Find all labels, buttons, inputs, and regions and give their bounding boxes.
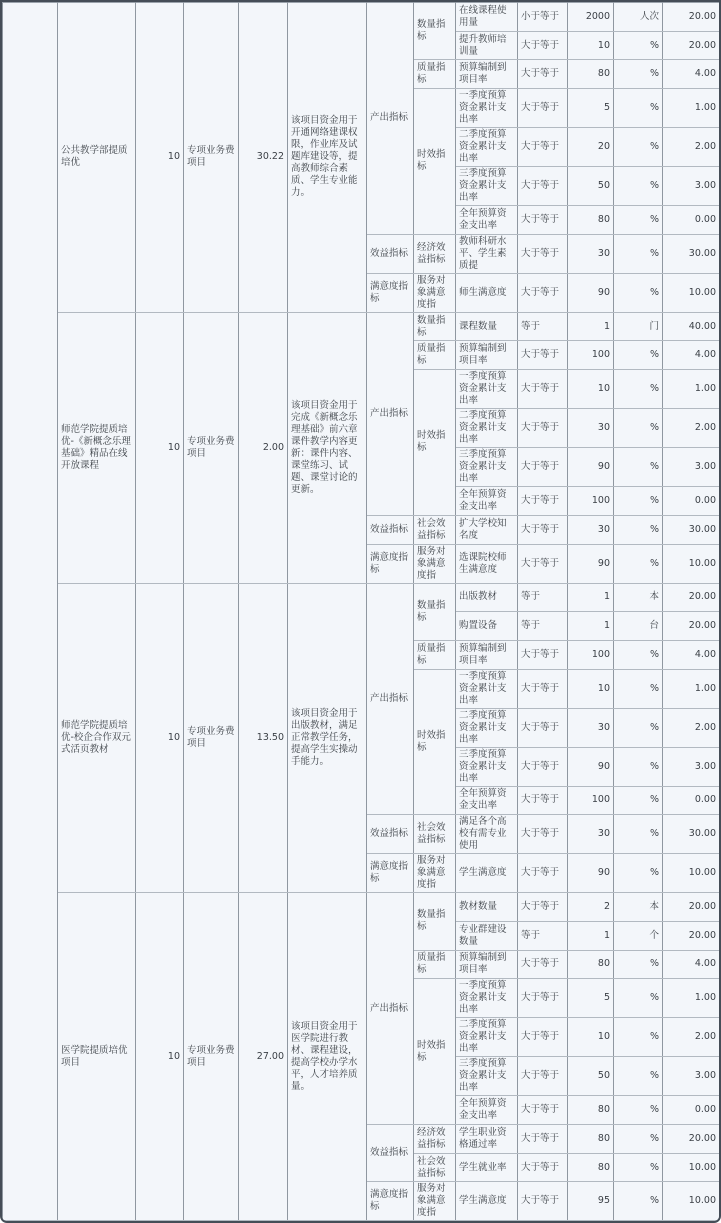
target-value-cell: 90	[568, 544, 614, 583]
indicator-category-cell: 满意度指标	[367, 854, 414, 893]
target-value-cell: 2000	[568, 3, 614, 32]
indicator-name-cell: 全年预算资金支出率	[456, 786, 518, 815]
indicator-name-cell: 课程数量	[456, 312, 518, 341]
comparator-cell: 大于等于	[518, 1125, 568, 1154]
funding-type-cell: 专项业务费项目	[184, 583, 239, 893]
indicator-name-cell: 三季度预算资金累计支出率	[456, 747, 518, 786]
indicator-subcategory-cell: 质量指标	[414, 640, 456, 669]
indicator-subcategory-cell: 经济效益指标	[414, 234, 456, 273]
unit-cell: %	[614, 1018, 663, 1057]
unit-cell: %	[614, 515, 663, 544]
indicator-subcategory-cell: 数量指标	[414, 3, 456, 60]
weight-score-cell: 4.00	[663, 341, 720, 370]
target-value-cell: 80	[568, 1125, 614, 1154]
indicator-name-cell: 购置设备	[456, 612, 518, 641]
indicator-name-cell: 全年预算资金支出率	[456, 206, 518, 235]
target-value-cell: 50	[568, 1057, 614, 1096]
weight-score-cell: 2.00	[663, 1018, 720, 1057]
target-value-cell: 100	[568, 487, 614, 516]
comparator-cell: 大于等于	[518, 206, 568, 235]
indicator-category-cell: 产出指标	[367, 312, 414, 515]
target-value-cell: 90	[568, 448, 614, 487]
weight-score-cell: 3.00	[663, 1057, 720, 1096]
indicator-subcategory-cell: 服务对象满意度指	[414, 273, 456, 312]
weight-score-cell: 30.00	[663, 515, 720, 544]
indicator-name-cell: 学生满意度	[456, 854, 518, 893]
weight-score-cell: 4.00	[663, 950, 720, 979]
unit-cell: %	[614, 1153, 663, 1182]
target-value-cell: 1	[568, 312, 614, 341]
indicator-subcategory-cell: 质量指标	[414, 341, 456, 370]
indicator-subcategory-cell: 时效指标	[414, 89, 456, 235]
comparator-cell: 大于等于	[518, 167, 568, 206]
target-value-cell: 30	[568, 515, 614, 544]
weight-score-cell: 3.00	[663, 747, 720, 786]
unit-cell: %	[614, 669, 663, 708]
project-description-cell: 该项目资金用于完成《新概念乐理基础》前六章课件教学内容更新：课件内容、课堂练习、试题、课堂讨论的更新。	[288, 312, 367, 583]
indicator-category-cell: 效益指标	[367, 515, 414, 544]
project-count-cell: 10	[136, 3, 184, 313]
indicator-name-cell: 三季度预算资金累计支出率	[456, 448, 518, 487]
unit-cell: 门	[614, 312, 663, 341]
indicator-subcategory-cell: 数量指标	[414, 583, 456, 640]
indicator-subcategory-cell: 社会效益指标	[414, 515, 456, 544]
project-amount-cell: 30.22	[239, 3, 288, 313]
unit-cell: %	[614, 273, 663, 312]
indicator-subcategory-cell: 服务对象满意度指	[414, 854, 456, 893]
indicator-name-cell: 全年预算资金支出率	[456, 1096, 518, 1125]
unit-cell: %	[614, 1182, 663, 1221]
weight-score-cell: 20.00	[663, 3, 720, 32]
unit-cell: 台	[614, 612, 663, 641]
comparator-cell: 大于等于	[518, 950, 568, 979]
indicator-row	[3, 583, 720, 612]
left-spacer-cell	[3, 3, 58, 1221]
weight-score-cell: 4.00	[663, 60, 720, 89]
comparator-cell: 大于等于	[518, 708, 568, 747]
comparator-cell: 大于等于	[518, 409, 568, 448]
target-value-cell: 10	[568, 370, 614, 409]
weight-score-cell: 10.00	[663, 1182, 720, 1221]
indicator-name-cell: 师生满意度	[456, 273, 518, 312]
indicator-subcategory-cell: 经济效益指标	[414, 1125, 456, 1154]
comparator-cell: 大于等于	[518, 747, 568, 786]
indicator-subcategory-cell: 时效指标	[414, 979, 456, 1125]
target-value-cell: 50	[568, 167, 614, 206]
target-value-cell: 5	[568, 979, 614, 1018]
weight-score-cell: 1.00	[663, 979, 720, 1018]
indicator-name-cell: 一季度预算资金累计支出率	[456, 669, 518, 708]
comparator-cell: 大于等于	[518, 1057, 568, 1096]
unit-cell: %	[614, 1096, 663, 1125]
funding-type-cell: 专项业务费项目	[184, 893, 239, 1221]
target-value-cell: 1	[568, 921, 614, 950]
unit-cell: %	[614, 409, 663, 448]
weight-score-cell: 0.00	[663, 786, 720, 815]
unit-cell: %	[614, 89, 663, 128]
comparator-cell: 大于等于	[518, 854, 568, 893]
comparator-cell: 等于	[518, 583, 568, 612]
unit-cell: %	[614, 815, 663, 854]
project-description-cell: 该项目资金用于开通网络建课权限，作业库及试题库建设等，提高教师综合素质、学生专业能力。	[288, 3, 367, 313]
indicator-category-cell: 产出指标	[367, 893, 414, 1125]
project-description-cell: 该项目资金用于医学院进行教材、课程建设，提高学校办学水平，人才培养质量。	[288, 893, 367, 1221]
weight-score-cell: 30.00	[663, 234, 720, 273]
weight-score-cell: 20.00	[663, 921, 720, 950]
unit-cell: %	[614, 31, 663, 60]
target-value-cell: 90	[568, 854, 614, 893]
weight-score-cell: 3.00	[663, 167, 720, 206]
unit-cell: %	[614, 950, 663, 979]
comparator-cell: 大于等于	[518, 544, 568, 583]
indicator-category-cell: 效益指标	[367, 1125, 414, 1182]
unit-cell: %	[614, 747, 663, 786]
unit-cell: %	[614, 1057, 663, 1096]
comparator-cell: 小于等于	[518, 3, 568, 32]
indicator-category-cell: 满意度指标	[367, 273, 414, 312]
indicator-name-cell: 三季度预算资金累计支出率	[456, 1057, 518, 1096]
target-value-cell: 80	[568, 206, 614, 235]
target-value-cell: 30	[568, 409, 614, 448]
indicator-name-cell: 学生满意度	[456, 1182, 518, 1221]
unit-cell: %	[614, 544, 663, 583]
unit-cell: %	[614, 341, 663, 370]
weight-score-cell: 30.00	[663, 815, 720, 854]
indicator-name-cell: 学生职业资格通过率	[456, 1125, 518, 1154]
unit-cell: 人次	[614, 3, 663, 32]
project-description-cell: 该项目资金用于出版教材，满足正常教学任务，提高学生实操动手能力。	[288, 583, 367, 893]
comparator-cell: 大于等于	[518, 815, 568, 854]
weight-score-cell: 20.00	[663, 31, 720, 60]
comparator-cell: 大于等于	[518, 1153, 568, 1182]
indicator-category-cell: 产出指标	[367, 3, 414, 235]
target-value-cell: 10	[568, 1018, 614, 1057]
target-value-cell: 1	[568, 612, 614, 641]
target-value-cell: 95	[568, 1182, 614, 1221]
comparator-cell: 大于等于	[518, 31, 568, 60]
target-value-cell: 80	[568, 1096, 614, 1125]
indicator-name-cell: 二季度预算资金累计支出率	[456, 708, 518, 747]
indicator-category-cell: 效益指标	[367, 234, 414, 273]
target-value-cell: 10	[568, 669, 614, 708]
weight-score-cell: 10.00	[663, 1153, 720, 1182]
indicator-category-cell: 满意度指标	[367, 544, 414, 583]
unit-cell: %	[614, 448, 663, 487]
indicator-subcategory-cell: 社会效益指标	[414, 1153, 456, 1182]
weight-score-cell: 0.00	[663, 206, 720, 235]
indicator-name-cell: 教师科研水平、学生素质提	[456, 234, 518, 273]
unit-cell: %	[614, 786, 663, 815]
target-value-cell: 90	[568, 273, 614, 312]
weight-score-cell: 10.00	[663, 544, 720, 583]
target-value-cell: 1	[568, 583, 614, 612]
target-value-cell: 20	[568, 128, 614, 167]
unit-cell: %	[614, 487, 663, 516]
comparator-cell: 大于等于	[518, 60, 568, 89]
unit-cell: %	[614, 1125, 663, 1154]
comparator-cell: 大于等于	[518, 273, 568, 312]
weight-score-cell: 20.00	[663, 583, 720, 612]
comparator-cell: 等于	[518, 612, 568, 641]
target-value-cell: 30	[568, 234, 614, 273]
weight-score-cell: 20.00	[663, 893, 720, 922]
comparator-cell: 大于等于	[518, 786, 568, 815]
budget-table-body	[3, 3, 720, 1221]
comparator-cell: 大于等于	[518, 669, 568, 708]
weight-score-cell: 4.00	[663, 640, 720, 669]
weight-score-cell: 10.00	[663, 273, 720, 312]
comparator-cell: 大于等于	[518, 515, 568, 544]
target-value-cell: 80	[568, 60, 614, 89]
comparator-cell: 大于等于	[518, 1182, 568, 1221]
unit-cell: %	[614, 60, 663, 89]
project-name-cell: 师范学院提质培优-《新概念乐理基础》精品在线开放课程	[58, 312, 136, 583]
indicator-name-cell: 预算编制到项目率	[456, 640, 518, 669]
project-name-cell: 师范学院提质培优-校企合作双元式活页教材	[58, 583, 136, 893]
funding-type-cell: 专项业务费项目	[184, 312, 239, 583]
unit-cell: %	[614, 979, 663, 1018]
project-count-cell: 10	[136, 312, 184, 583]
project-count-cell: 10	[136, 893, 184, 1221]
weight-score-cell: 1.00	[663, 89, 720, 128]
weight-score-cell: 1.00	[663, 669, 720, 708]
performance-indicator-table	[2, 2, 720, 1221]
indicator-name-cell: 选课院校师生满意度	[456, 544, 518, 583]
indicator-name-cell: 三季度预算资金累计支出率	[456, 167, 518, 206]
target-value-cell: 100	[568, 786, 614, 815]
project-amount-cell: 27.00	[239, 893, 288, 1221]
weight-score-cell: 20.00	[663, 612, 720, 641]
indicator-row	[3, 312, 720, 341]
comparator-cell: 大于等于	[518, 893, 568, 922]
unit-cell: %	[614, 640, 663, 669]
comparator-cell: 大于等于	[518, 1018, 568, 1057]
unit-cell: %	[614, 370, 663, 409]
unit-cell: %	[614, 234, 663, 273]
comparator-cell: 大于等于	[518, 640, 568, 669]
target-value-cell: 80	[568, 950, 614, 979]
comparator-cell: 等于	[518, 312, 568, 341]
project-name-cell: 公共教学部提质培优	[58, 3, 136, 313]
weight-score-cell: 2.00	[663, 128, 720, 167]
indicator-name-cell: 出版教材	[456, 583, 518, 612]
unit-cell: %	[614, 206, 663, 235]
project-name-cell: 医学院提质培优项目	[58, 893, 136, 1221]
project-count-cell: 10	[136, 583, 184, 893]
indicator-name-cell: 扩大学校知名度	[456, 515, 518, 544]
indicator-row	[3, 3, 720, 32]
target-value-cell: 100	[568, 640, 614, 669]
indicator-name-cell: 预算编制到项目率	[456, 950, 518, 979]
target-value-cell: 100	[568, 341, 614, 370]
indicator-subcategory-cell: 时效指标	[414, 669, 456, 815]
weight-score-cell: 20.00	[663, 1125, 720, 1154]
comparator-cell: 大于等于	[518, 448, 568, 487]
indicator-name-cell: 提升教师培训量	[456, 31, 518, 60]
comparator-cell: 大于等于	[518, 979, 568, 1018]
target-value-cell: 5	[568, 89, 614, 128]
comparator-cell: 大于等于	[518, 234, 568, 273]
unit-cell: 本	[614, 893, 663, 922]
weight-score-cell: 0.00	[663, 1096, 720, 1125]
indicator-name-cell: 学生就业率	[456, 1153, 518, 1182]
indicator-subcategory-cell: 数量指标	[414, 893, 456, 950]
indicator-name-cell: 一季度预算资金累计支出率	[456, 89, 518, 128]
indicator-name-cell: 专业群建设数量	[456, 921, 518, 950]
weight-score-cell: 0.00	[663, 487, 720, 516]
target-value-cell: 80	[568, 1153, 614, 1182]
unit-cell: %	[614, 854, 663, 893]
target-value-cell: 90	[568, 747, 614, 786]
indicator-name-cell: 教材数量	[456, 893, 518, 922]
comparator-cell: 大于等于	[518, 89, 568, 128]
target-value-cell: 2	[568, 893, 614, 922]
indicator-row	[3, 893, 720, 922]
comparator-cell: 大于等于	[518, 341, 568, 370]
unit-cell: 个	[614, 921, 663, 950]
indicator-subcategory-cell: 质量指标	[414, 60, 456, 89]
unit-cell: %	[614, 167, 663, 206]
indicator-name-cell: 预算编制到项目率	[456, 60, 518, 89]
indicator-name-cell: 全年预算资金支出率	[456, 487, 518, 516]
weight-score-cell: 10.00	[663, 854, 720, 893]
indicator-subcategory-cell: 质量指标	[414, 950, 456, 979]
indicator-name-cell: 二季度预算资金累计支出率	[456, 128, 518, 167]
unit-cell: %	[614, 128, 663, 167]
indicator-subcategory-cell: 社会效益指标	[414, 815, 456, 854]
project-amount-cell: 13.50	[239, 583, 288, 893]
comparator-cell: 大于等于	[518, 487, 568, 516]
comparator-cell: 等于	[518, 921, 568, 950]
target-value-cell: 30	[568, 815, 614, 854]
weight-score-cell: 40.00	[663, 312, 720, 341]
indicator-subcategory-cell: 数量指标	[414, 312, 456, 341]
weight-score-cell: 2.00	[663, 409, 720, 448]
comparator-cell: 大于等于	[518, 370, 568, 409]
indicator-category-cell: 产出指标	[367, 583, 414, 815]
project-amount-cell: 2.00	[239, 312, 288, 583]
target-value-cell: 10	[568, 31, 614, 60]
indicator-name-cell: 满足各个高校有需专业使用	[456, 815, 518, 854]
indicator-subcategory-cell: 服务对象满意度指	[414, 544, 456, 583]
unit-cell: 本	[614, 583, 663, 612]
comparator-cell: 大于等于	[518, 128, 568, 167]
indicator-name-cell: 二季度预算资金累计支出率	[456, 409, 518, 448]
indicator-name-cell: 一季度预算资金累计支出率	[456, 979, 518, 1018]
indicator-name-cell: 在线课程使用量	[456, 3, 518, 32]
indicator-subcategory-cell: 时效指标	[414, 370, 456, 516]
unit-cell: %	[614, 708, 663, 747]
indicator-name-cell: 预算编制到项目率	[456, 341, 518, 370]
indicator-subcategory-cell: 服务对象满意度指	[414, 1182, 456, 1221]
indicator-name-cell: 二季度预算资金累计支出率	[456, 1018, 518, 1057]
weight-score-cell: 1.00	[663, 370, 720, 409]
weight-score-cell: 3.00	[663, 448, 720, 487]
comparator-cell: 大于等于	[518, 1096, 568, 1125]
target-value-cell: 30	[568, 708, 614, 747]
indicator-category-cell: 满意度指标	[367, 1182, 414, 1221]
funding-type-cell: 专项业务费项目	[184, 3, 239, 313]
indicator-name-cell: 一季度预算资金累计支出率	[456, 370, 518, 409]
indicator-category-cell: 效益指标	[367, 815, 414, 854]
weight-score-cell: 2.00	[663, 708, 720, 747]
